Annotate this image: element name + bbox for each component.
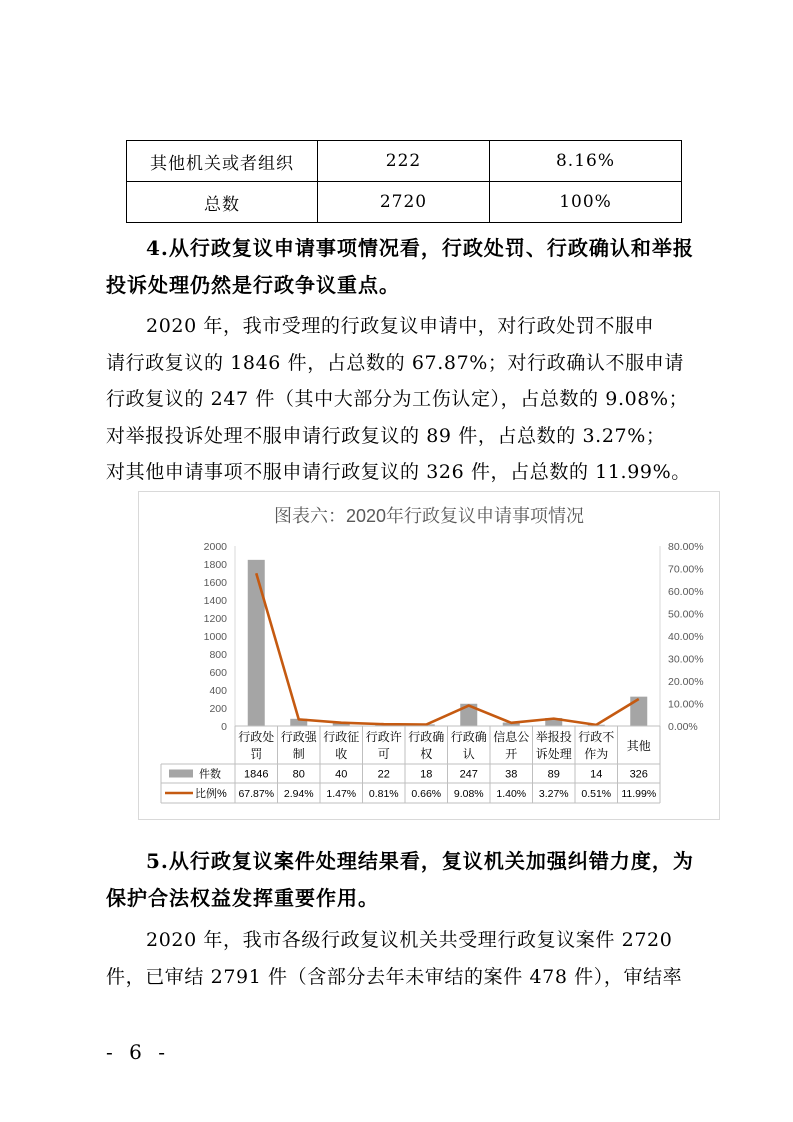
chart-frame (138, 491, 720, 820)
stat-table (126, 140, 682, 223)
heading-line: 投诉处理仍然是行政争议重点。 (106, 273, 400, 297)
y2-tick-label: 20.00% (668, 676, 704, 688)
x-category-label: 举报投 (535, 730, 572, 744)
y2-tick-label: 80.00% (668, 541, 704, 553)
table-cell-ratio: 8.16% (490, 141, 682, 182)
y-tick-label: 2000 (203, 541, 227, 553)
y2-tick-label: 0.00% (668, 721, 698, 733)
y-tick-label: 800 (209, 649, 227, 661)
table-cell-ratio: 100% (490, 182, 682, 223)
y-tick-label: 1400 (203, 595, 227, 607)
y2-tick-label: 50.00% (668, 608, 704, 621)
data-label-ratio: 2.94% (283, 788, 314, 800)
body-line: 行政复议的 247 件（其中大部分为工伤认定），占总数的 9.08%； (106, 388, 689, 410)
y2-tick-label: 40.00% (668, 631, 704, 643)
legend-bar-label: 件数 (199, 768, 221, 781)
data-label-ratio: 11.99% (621, 788, 657, 800)
y-tick-label: 200 (209, 703, 227, 715)
bar (630, 697, 647, 726)
section4-body (106, 308, 706, 491)
data-label-ratio: 0.66% (411, 788, 442, 800)
data-label-count: 14 (590, 768, 603, 781)
y-tick-label: 0 (221, 721, 227, 733)
y2-tick-label: 60.00% (668, 586, 704, 598)
body-line: 件，已审结 2791 件（含部分去年未审结的案件 478 件），审结率 (106, 965, 683, 988)
heading-line: 保护合法权益发挥重要作用。 (106, 886, 379, 910)
x-category-label: 信息公 (493, 730, 530, 744)
page-number: - 6 - (106, 1040, 170, 1064)
data-label-ratio: 1.40% (496, 788, 527, 800)
legend-line-label: 比例% (195, 788, 227, 800)
x-category-label: 诉处理 (535, 747, 572, 761)
data-label-ratio: 0.81% (368, 788, 399, 800)
y-tick-label: 1800 (203, 559, 227, 571)
table-row (127, 182, 682, 223)
data-label-count: 247 (459, 768, 478, 781)
x-category-label: 行政不 (578, 730, 615, 744)
data-label-count: 38 (505, 768, 518, 781)
x-category-label: 收 (335, 747, 348, 761)
section5-heading (106, 843, 696, 917)
legend-bar-swatch (169, 770, 193, 778)
x-category-label: 开 (505, 747, 518, 761)
x-category-label: 罚 (250, 747, 263, 761)
section4-heading (106, 230, 696, 304)
body-line: 请行政复议的 1846 件，占总数的 67.87%；对行政确认不服申请 (106, 351, 684, 374)
x-category-label: 制 (292, 747, 305, 761)
x-category-label: 行政处 (238, 730, 275, 744)
table-cell-name: 其他机关或者组织 (127, 141, 318, 182)
x-category-label: 行政许 (365, 730, 402, 744)
body-line: 对其他申请事项不服申请行政复议的 326 件，占总数的 11.99%。 (106, 461, 691, 483)
data-label-count: 80 (292, 768, 305, 781)
x-category-label: 行政强 (280, 730, 317, 744)
table-cell-name: 总数 (127, 182, 318, 223)
data-label-ratio: 0.51% (581, 788, 612, 800)
heading-line: 4.从行政复议申请事项情况看，行政处罚、行政确认和举报 (146, 236, 694, 260)
y-tick-label: 600 (209, 667, 227, 679)
y2-tick-label: 10.00% (668, 698, 704, 711)
x-category-label: 可 (377, 747, 390, 761)
x-category-label: 行政征 (323, 730, 360, 744)
ratio-line (256, 573, 639, 725)
table-cell-count: 2720 (318, 182, 490, 223)
section5-body (106, 922, 706, 995)
chart-svg (139, 492, 719, 819)
data-label-count: 326 (629, 768, 648, 781)
data-label-count: 18 (420, 768, 433, 781)
table-cell-count: 222 (318, 141, 490, 182)
data-label-ratio: 67.87% (238, 788, 275, 800)
y2-tick-label: 70.00% (668, 563, 704, 576)
y2-tick-label: 30.00% (668, 653, 704, 666)
y-tick-label: 1000 (203, 631, 227, 643)
y-tick-label: 400 (209, 685, 227, 697)
heading-line: 5.从行政复议案件处理结果看，复议机关加强纠错力度，为 (146, 849, 694, 873)
data-label-count: 89 (547, 768, 560, 781)
x-category-label: 行政确 (450, 730, 487, 744)
data-label-ratio: 1.47% (326, 788, 357, 800)
body-line: 2020 年，我市各级行政复议机关共受理行政复议案件 2720 (146, 929, 673, 951)
x-category-label: 权 (420, 747, 433, 761)
x-category-label: 作为 (584, 747, 609, 761)
x-category-label: 认 (462, 747, 475, 761)
data-label-count: 40 (335, 768, 348, 781)
x-category-label: 其他 (626, 739, 651, 753)
body-line: 2020 年，我市受理的行政复议申请中，对行政处罚不服申 (146, 315, 655, 337)
y-tick-label: 1600 (203, 577, 227, 589)
data-label-count: 1846 (244, 768, 269, 781)
x-category-label: 行政确 (408, 730, 445, 744)
table-row (127, 141, 682, 182)
data-label-ratio: 9.08% (453, 788, 484, 800)
y-tick-label: 1200 (203, 613, 227, 625)
body-line: 对举报投诉处理不服申请行政复议的 89 件，占总数的 3.27%； (106, 424, 666, 447)
data-label-count: 22 (377, 768, 390, 781)
chart-title: 图表六：2020年行政复议申请事项情况 (273, 506, 585, 526)
data-label-ratio: 3.27% (538, 788, 569, 800)
bar (248, 560, 265, 726)
